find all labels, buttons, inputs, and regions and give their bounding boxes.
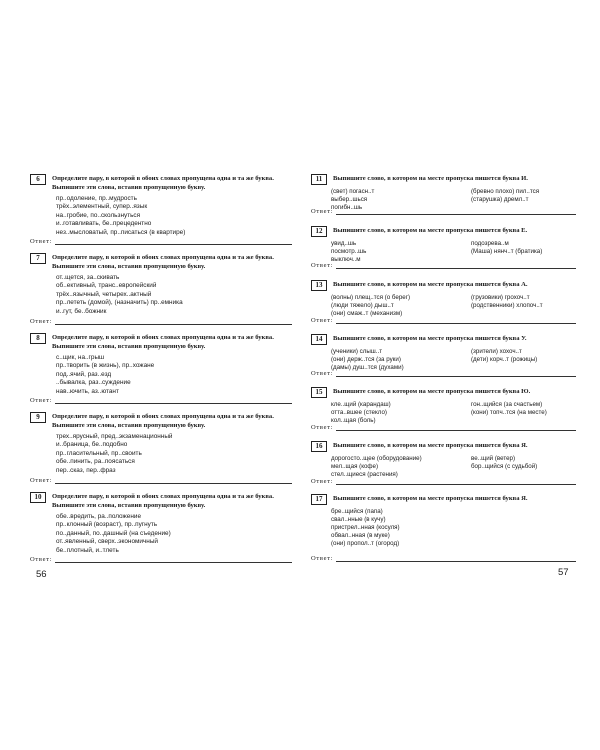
word-column-left [331,348,471,373]
word-option: обвал..нная (в муке) [331,532,390,540]
word-pair: обе..вредить, ра..положение [56,513,142,520]
word-pair: и..готавливать, бе..прецедентно [56,220,152,228]
word-option: (люди тяжело) дыш..т [331,301,394,309]
answer-label: Ответ: [30,477,53,484]
answer-field-9[interactable] [30,477,292,484]
task-instruction: Выпишите слово, в котором на месте пропуска пишется буква Е. [333,227,528,234]
task-instruction: Определите пару, в которой в обоих словах пропущена одна и та же буква. Выпишите эти слова, вставив пропущенную букву. [52,334,274,350]
word-column-left [331,455,471,480]
task-instruction: Выпишите слово, в котором на месте пропуска пишется буква У. [333,335,527,342]
word-columns [331,401,576,426]
word-list [56,274,292,316]
task-instruction: Выпишите слово, в котором на месте пропуска пишется буква А. [333,281,528,288]
word-pair: нав..ючить, аз..ютант [56,387,119,395]
answer-line[interactable] [55,397,292,404]
word-option: стел..щиеся (растения) [331,470,398,478]
word-pair: нез..мысловатый, пр..писаться (в квартире) [56,228,186,236]
word-pair: трёх..язычный, четырех..актный [56,290,152,298]
answer-line[interactable] [55,477,292,484]
answer-field-13[interactable] [311,317,576,324]
task-instruction: Определите пару, в которой в обоих словах пропущена одна и та же буква. Выпишите эти слова, вставив пропущенную букву. [52,413,274,429]
task-14 [311,334,576,372]
answer-label: Ответ: [30,318,53,325]
word-option: (кони) топч..тся (на месте) [471,408,547,416]
task-12 [311,226,576,264]
task-number: 7 [30,253,46,264]
word-column-left [331,240,471,265]
answer-field-7[interactable] [30,318,292,325]
answer-line[interactable] [55,238,292,245]
answer-label: Ответ: [311,370,334,377]
task-instruction: Выпишите слово, в котором на месте пропуска пишется буква Ю. [333,388,531,395]
word-option: ве..щий (ветер) [471,454,516,462]
word-option: бор..щийся (с судьбой) [471,462,538,470]
word-list [56,433,292,475]
task-number: 12 [311,226,327,237]
word-option: (родственники) хлопоч..т [471,301,543,309]
answer-line[interactable] [336,478,576,485]
word-option: (зрители) хохоч..т [471,347,522,355]
task-number: 14 [311,334,327,345]
word-option: бре..щийся (папа) [331,507,383,515]
answer-label: Ответ: [311,317,334,324]
task-instruction: Определите пару, в которой в обоих словах пропущена одна и та же буква. Выпишите эти слова, вставив пропущенную букву. [52,254,274,270]
word-pair: трех..ярусный, пред..экзаменационный [56,433,173,440]
word-pair: пр..одоление, пр..мудрость [56,195,137,202]
task-instruction: Выпишите слово, в котором на месте пропуска пишется буква И. [333,175,528,182]
task-number: 10 [30,492,46,503]
task-number: 9 [30,412,46,423]
word-column-right [471,348,537,373]
word-pair: на..гробие, по..скользнуться [56,211,141,219]
answer-line[interactable] [336,317,576,324]
word-pair: пр..лететь (домой), (назначить) пр..емника [56,299,183,307]
task-number: 6 [30,174,46,185]
word-option: увид..шь [331,239,357,247]
word-pair: от..щется, за..скивать [56,274,120,281]
word-option: (свет) погасн..т [331,187,375,195]
task-6 [30,174,292,237]
answer-label: Ответ: [30,238,53,245]
answer-line[interactable] [336,208,576,215]
word-option: (волны) плещ..тся (о берег) [331,293,411,301]
word-column-right [471,240,542,265]
word-option: выбер..шься [331,195,368,203]
word-option: подозрева..м [471,239,509,247]
answer-line[interactable] [336,555,576,562]
task-instruction: Выпишите слово, в котором на месте пропуска пишется буква Я. [333,442,528,449]
word-option: гон..щийся (за счастьем) [471,400,543,408]
answer-line[interactable] [55,318,292,325]
word-columns [331,508,576,549]
word-list [56,513,292,555]
answer-label: Ответ: [311,208,334,215]
word-pair: бе..плотный, и..тлеть [56,546,119,554]
task-11 [311,174,576,212]
answer-field-16[interactable] [311,478,576,485]
word-option: посмотр..шь [331,247,367,255]
word-option: отта..вшее (стекло) [331,408,387,416]
answer-label: Ответ: [30,397,53,404]
word-pair: от..явленный, сверх..экономичный [56,538,158,546]
word-column-right [471,455,537,480]
word-option: мел..щая (кофе) [331,462,379,470]
task-13 [311,280,576,318]
answer-field-11[interactable] [311,208,576,215]
word-column-right [471,294,543,319]
answer-line[interactable] [336,370,576,377]
word-pair: ..бывалка, раз..суждение [56,379,131,387]
answer-field-14[interactable] [311,370,576,377]
word-option: (они) смаж..т (механизм) [331,309,403,317]
word-pair: об..ективный, транс..европейский [56,282,157,290]
word-pair: пр..клонный (возраст), пр..пугнуть [56,521,158,529]
page-number: 56 [36,569,47,580]
word-option: (старушка) дремл..т [471,195,529,203]
word-pair: по..данный, по..дашный (на съедение) [56,529,171,537]
word-option: кол..щая (боль) [331,416,376,424]
task-7 [30,253,292,316]
word-list [56,354,292,396]
answer-label: Ответ: [311,478,334,485]
word-pair: трёх..элементный, супер..язык [56,203,148,211]
word-option: выключ..м [331,255,361,263]
word-pair: пр..творить (в жизнь), пр..хожане [56,362,155,370]
word-column-left [331,294,471,319]
word-list [56,195,292,237]
word-pair: и..браница, бе..подобно [56,441,128,449]
answer-field-17[interactable] [311,555,576,562]
word-pair: под..ячий, раз..езд [56,370,112,378]
answer-field-6[interactable] [30,238,292,245]
word-option: (они) пропол..т (огород) [331,540,400,548]
task-instruction: Определите пару, в которой в обоих словах пропущена одна и та же буква. Выпишите эти слова, вставив пропущенную букву. [52,493,274,509]
word-columns [331,348,576,373]
word-option: пристрел..нная (косуля) [331,523,400,531]
answer-label: Ответ: [311,555,334,562]
task-9 [30,412,292,475]
task-number: 17 [311,494,327,505]
answer-label: Ответ: [30,556,53,563]
word-columns [331,240,576,265]
answer-line[interactable] [55,556,292,563]
answer-line[interactable] [336,262,576,269]
answer-field-15[interactable] [311,424,576,431]
task-number: 11 [311,174,327,185]
task-16 [311,441,576,479]
word-column-left [331,401,471,426]
task-15 [311,387,576,425]
word-option: (дети) корч..т (рожицы) [471,355,538,363]
word-column-right [471,401,547,426]
word-pair: пер..сказ, пер..фраз [56,466,116,474]
word-columns [331,294,576,319]
word-option: (они) держ..тся (за руки) [331,355,401,363]
word-option: (бревно плохо) пил..тся [471,187,540,195]
task-number: 15 [311,387,327,398]
word-option: (грузовики) грохоч..т [471,293,530,301]
answer-label: Ответ: [311,424,334,431]
word-option: погибн..шь [331,203,363,211]
word-option: дорогосто..щее (оборудование) [331,454,422,462]
word-pair: обе..пинить, ра..поясаться [56,458,135,466]
word-pair: с..щик, на..грыш [56,354,105,361]
task-8 [30,333,292,396]
task-instruction: Выпишите слово, в котором на месте пропуска пишется буква Я. [333,495,528,502]
answer-line[interactable] [336,424,576,431]
task-number: 13 [311,280,327,291]
task-number: 8 [30,333,46,344]
word-option: свал..нные (в кучу) [331,515,386,523]
word-pair: и..гут, бе..божник [56,307,107,315]
word-option: кле..щий (карандаш) [331,400,391,408]
answer-label: Ответ: [311,262,334,269]
task-17 [311,494,576,549]
answer-field-10[interactable] [30,556,292,563]
word-columns [331,455,576,480]
page-number: 57 [558,567,569,578]
task-number: 16 [311,441,327,452]
word-option: (ученики) слыш..т [331,347,383,355]
word-option: (Маша) нянч..т (братика) [471,247,543,255]
answer-field-12[interactable] [311,262,576,269]
task-instruction: Определите пару, в которой в обоих словах пропущена одна и та же буква. Выпишите эти слова, вставив пропущенную букву. [52,175,274,191]
answer-field-8[interactable] [30,397,292,404]
word-pair: пр..гласительный, пр..своить [56,449,142,457]
task-10 [30,492,292,555]
word-option: (дамы) душ..тся (духами) [331,363,404,371]
word-column-left [331,508,471,549]
